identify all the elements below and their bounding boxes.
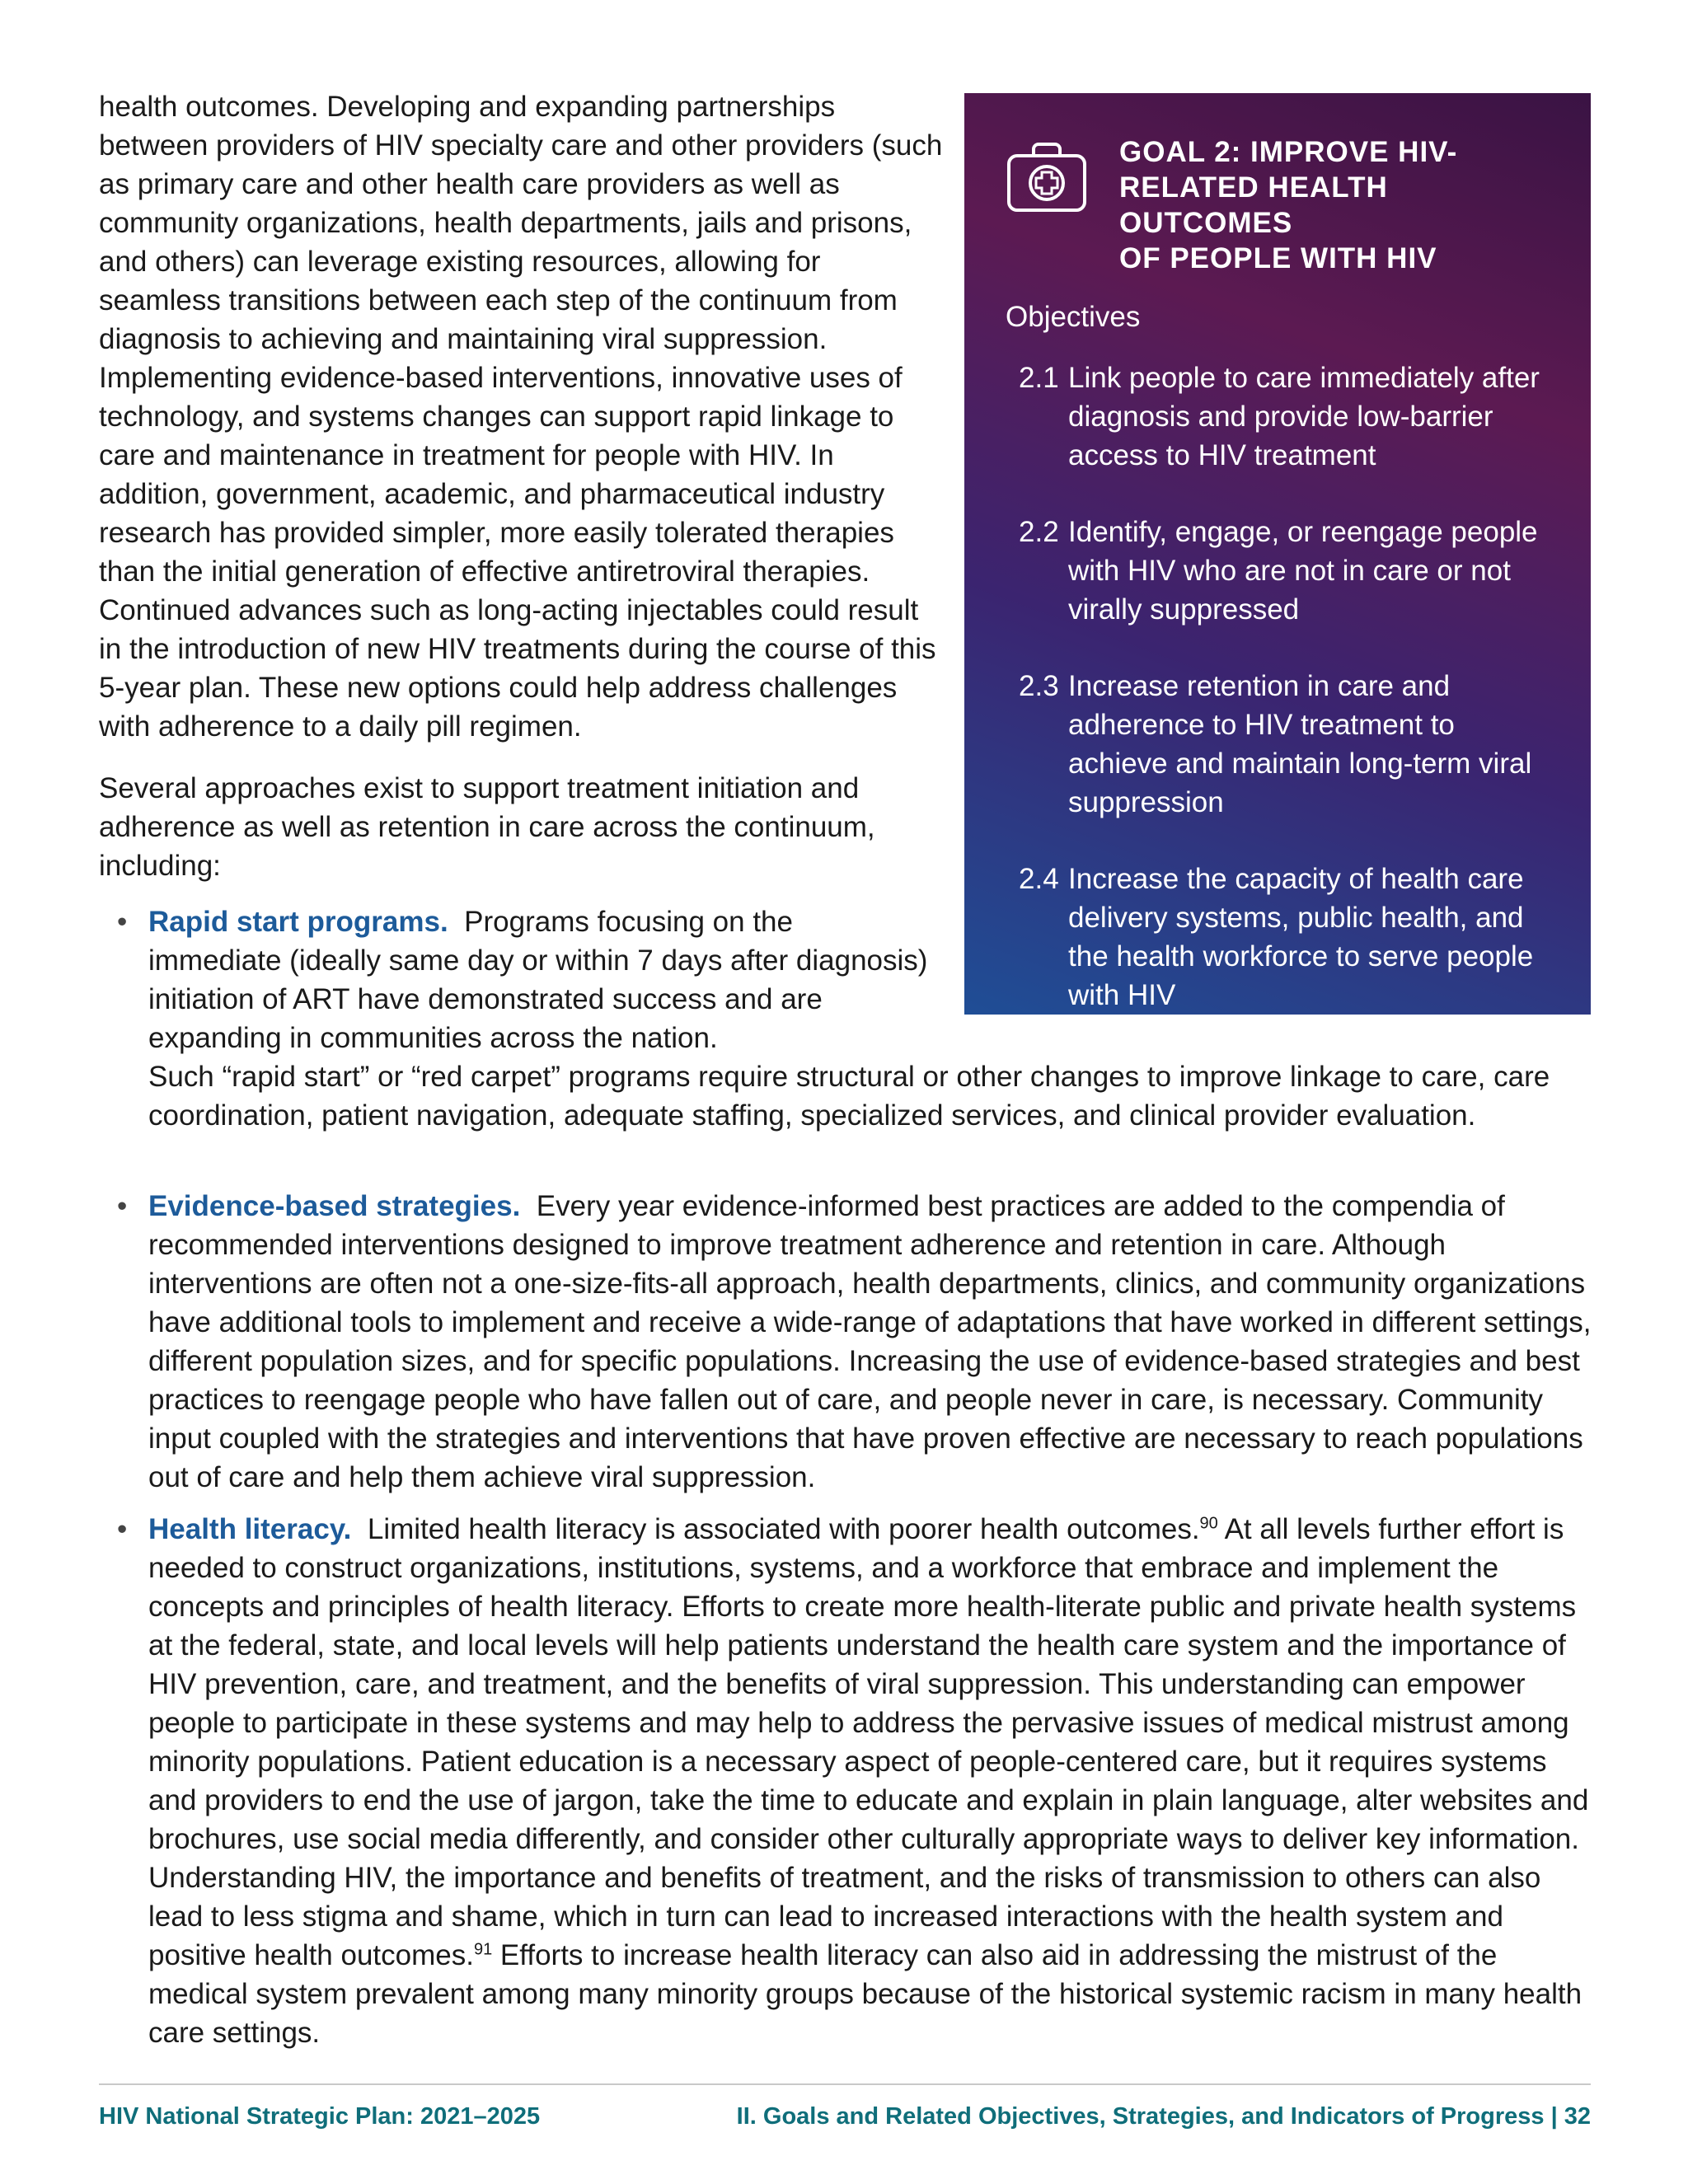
body-column: [99, 87, 948, 908]
objective-item: [1019, 359, 1554, 475]
objective-number: 2.1: [1019, 362, 1059, 394]
bullet-narrow-block: [148, 902, 931, 1057]
goal-header: [1006, 134, 1554, 276]
objective-item: [1019, 667, 1554, 822]
goal-2-callout-box: [964, 93, 1591, 1015]
bullet-lead: Rapid start programs.: [148, 906, 448, 938]
objective-number: 2.2: [1019, 516, 1059, 548]
bullet-text: Efforts to increase health literacy can also aid in addressing the mistrust of the medical system prevalent among many minority groups because of the historical systemic racism in many health care settings.: [148, 1939, 1582, 2049]
bullet-item-evidence-based: [117, 1187, 1599, 1497]
objective-number: 2.3: [1019, 670, 1059, 702]
bullet-item-health-literacy: [117, 1510, 1599, 2052]
objective-text: Increase the capacity of health care delivery systems, public health, and the health workforce to serve people with HIV: [1068, 863, 1534, 1011]
goal-title-line: OF PEOPLE WITH HIV: [1119, 242, 1437, 274]
bullet-content: [148, 1510, 1599, 2052]
footer-section-and-page: II. Goals and Related Objectives, Strategies, and Indicators of Progress | 32: [736, 2103, 1591, 2130]
objectives-label: Objectives: [1006, 301, 1141, 333]
bullet-lead: Evidence-based strategies.: [148, 1190, 521, 1222]
bullet-text: Limited health literacy is associated with poorer health outcomes.: [367, 1513, 1200, 1545]
paragraph: health outcomes. Developing and expanding partnerships between providers of HIV specialty care and other providers (such as primary care and other health care providers as well as community organizations, health departments, jails and prisons, and others) can leverage existing resources, allowing for seamless transitions between each step of the continuum from diagnosis to achieving and maintaining viral suppression. Implementing evidence-based interventions, innovative uses of technology, and systems changes can support rapid linkage to care and maintenance in treatment for people with HIV. In addition, government, academic, and pharmaceutical industry research has provided simpler, more easily tolerated therapies than the initial generation of effective antiretroviral therapies. Continued advances such as long-acting injectables could result in the introduction of new HIV treatments during the course of this 5-year plan. These new options could help address challenges with adherence to a daily pill regimen.: [99, 91, 943, 743]
page-footer: [99, 2103, 1591, 2130]
footer-document-title: HIV National Strategic Plan: 2021–2025: [99, 2103, 541, 2130]
footer-divider: [99, 2083, 1591, 2085]
footnote-ref[interactable]: 91: [473, 1940, 493, 1959]
objective-text: Link people to care immediately after diagnosis and provide low-barrier access to HIV treatment: [1068, 362, 1540, 471]
bullet-content: [148, 902, 1591, 1135]
bullet-text: Every year evidence-informed best practices are added to the compendia of recommended interventions designed to improve treatment adherence and retention in care. Although interventions are often not a one-size-fits-all approach, health departments, clinics, and community organizations have additional tools to implement and receive a wide-range of adaptations that have worked in different settings, different population sizes, and for specific populations. Increasing the use of evidence-based strategies and best practices to reengage people who have fallen out of care, and people never in care, is necessary. Community input coupled with the strategies and interventions that have proven effective are necessary to reach populations out of care and help them achieve viral suppression.: [148, 1190, 1592, 1493]
bullet-marker: •: [117, 1190, 128, 1222]
goal-title-line: GOAL 2: IMPROVE HIV-: [1119, 136, 1458, 168]
goal-title-line: RELATED HEALTH OUTCOMES: [1119, 171, 1388, 239]
paragraph: Several approaches exist to support treatment initiation and adherence as well as retention in care across the continuum, including:: [99, 772, 875, 882]
objective-text: Identify, engage, or reengage people with HIV who are not in care or not virally suppressed: [1068, 516, 1538, 626]
bullet-content: [148, 1187, 1599, 1497]
bullet-marker: •: [117, 906, 128, 938]
objective-number: 2.4: [1019, 863, 1059, 895]
footnote-ref[interactable]: 90: [1199, 1514, 1218, 1533]
goal-title: [1119, 134, 1554, 276]
medical-kit-icon: [1006, 141, 1088, 213]
bullet-text: Programs focusing on the immediate (ideally same day or within 7 days after diagnosis) initiation of ART have demonstrated success and are expanding in communities across the nation.: [148, 906, 928, 1054]
objective-item: [1019, 513, 1554, 629]
bullet-lead: Health literacy.: [148, 1513, 352, 1545]
bullet-text: At all levels further effort is needed to construct organizations, institutions, systems, and a workforce that embrace and implement the concepts and principles of health literacy. Efforts to create more health-literate public and private health systems at the federal, state, and local levels will help patients understand the health care system and the importance of HIV prevention, care, and treatment, and the benefits of viral suppression. This understanding can empower people to participate in these systems and may help to address the pervasive issues of medical mistrust among minority populations. Patient education is a necessary aspect of people-centered care, but it requires systems and providers to end the use of jargon, take the time to educate and explain in plain language, alter websites and brochures, use social media differently, and consider other culturally appropriate ways to deliver key information. Understanding HIV, the importance and benefits of treatment, and the risks of transmission to others can also lead to less stigma and shame, which in turn can lead to increased interactions with the health system and positive health outcomes.: [148, 1513, 1589, 1971]
bullet-item-rapid-start: [117, 902, 1591, 1135]
bullet-wide-block: Such “rapid start” or “red carpet” programs require structural or other changes to improve linkage to care, care coordination, patient navigation, adequate staffing, specialized services, and clinical provider evaluation.: [148, 1061, 1550, 1132]
objective-text: Increase retention in care and adherence to HIV treatment to achieve and maintain long-term viral suppression: [1068, 670, 1532, 818]
bullet-marker: •: [117, 1513, 128, 1545]
